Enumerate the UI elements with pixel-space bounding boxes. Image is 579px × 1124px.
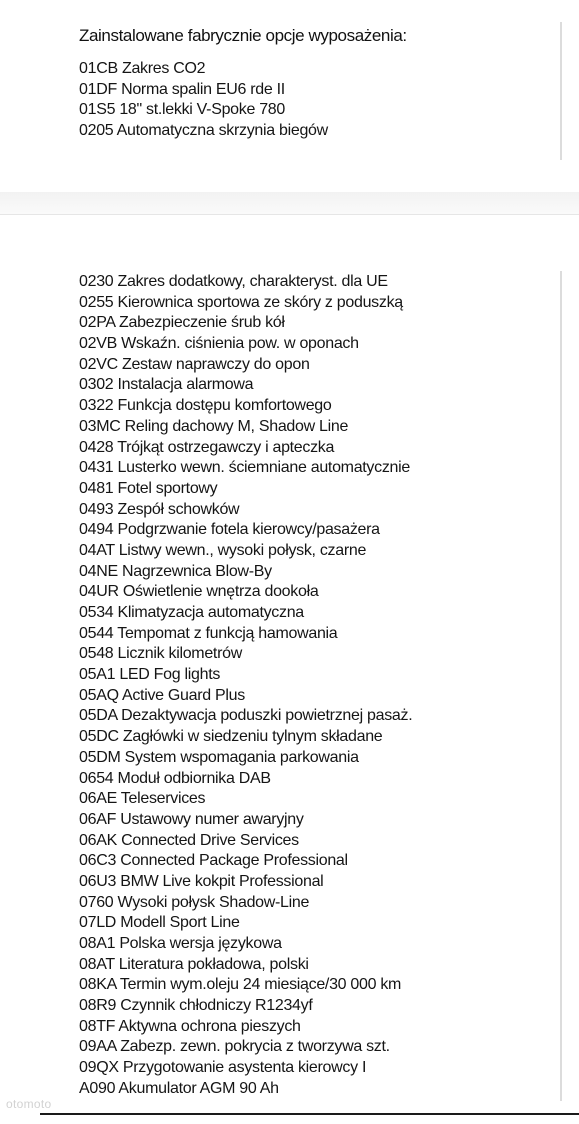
factory-options-card: [0, 0, 579, 192]
list-item: 01DF Norma spalin EU6 rde II: [79, 80, 285, 98]
list-item: 04AT Listwy wewn., wysoki połysk, czarne: [79, 541, 367, 559]
list-item: 08R9 Czynnik chłodniczy R1234yf: [79, 997, 313, 1015]
list-item: 0302 Instalacja alarmowa: [79, 376, 254, 394]
list-item: 05DA Dezaktywacja poduszki powietrznej pasaż.: [79, 707, 413, 725]
list-item: 0205 Automatyczna skrzynia biegów: [79, 122, 328, 140]
list-item: 0548 Licznik kilometrów: [79, 645, 242, 663]
scrollbar-track-bottom: [560, 271, 562, 1101]
list-item: 06U3 BMW Live kokpit Professional: [79, 872, 324, 890]
watermark-logo: otomoto: [6, 1097, 52, 1111]
list-item: 0760 Wysoki połysk Shadow-Line: [79, 893, 310, 911]
list-item: 02PA Zabezpieczenie śrub kół: [79, 314, 285, 332]
list-item: 05A1 LED Fog lights: [79, 666, 221, 684]
equipment-list: [79, 272, 412, 1100]
bottom-divider: [40, 1113, 579, 1115]
section-gap: [0, 192, 579, 214]
list-item: 04UR Oświetlenie wnętrza dookoła: [79, 583, 319, 601]
factory-options-heading: Zainstalowane fabrycznie opcje wyposażenia:: [79, 26, 407, 45]
list-item: 08TF Aktywna ochrona pieszych: [79, 1017, 301, 1035]
list-item: 09QX Przygotowanie asystenta kierowcy I: [79, 1059, 367, 1077]
list-item: 05DC Zagłówki w siedzeniu tylnym składane: [79, 728, 383, 746]
list-item: 0230 Zakres dodatkowy, charakteryst. dla UE: [79, 273, 388, 290]
list-item: 0544 Tempomat z funkcją hamowania: [79, 624, 338, 642]
list-item: 06AF Ustawowy numer awaryjny: [79, 810, 304, 828]
list-item: 04NE Nagrzewnica Blow-By: [79, 562, 272, 580]
list-item: 08A1 Polska wersja językowa: [79, 935, 282, 952]
list-item: 0255 Kierownica sportowa ze skóry z poduszką: [79, 293, 403, 311]
list-item: 0493 Zespół schowków: [79, 500, 240, 518]
list-item: 01S5 18" st.lekki V-Spoke 780: [79, 101, 286, 119]
list-item: 06C3 Connected Package Professional: [79, 852, 348, 870]
list-item: 03MC Reling dachowy M, Shadow Line: [79, 417, 349, 435]
list-item: 06AE Teleservices: [79, 790, 206, 808]
list-item: 08AT Literatura pokładowa, polski: [79, 955, 309, 973]
list-item: 0494 Podgrzwanie fotela kierowcy/pasażera: [79, 521, 380, 539]
scrollbar-track-top: [560, 22, 562, 160]
list-item: 02VB Wskaźn. ciśnienia pow. w oponach: [79, 335, 359, 353]
list-item: A090 Akumulator AGM 90 Ah: [79, 1079, 279, 1097]
list-item: 01CB Zakres CO2: [79, 60, 206, 77]
list-item: 0481 Fotel sportowy: [79, 479, 218, 497]
list-item: 02VC Zestaw naprawczy do opon: [79, 355, 310, 373]
list-item: 0322 Funkcja dostępu komfortowego: [79, 397, 332, 415]
list-item: 08KA Termin wym.oleju 24 miesiące/30 000 km: [79, 976, 402, 994]
factory-options-list: [79, 59, 328, 142]
list-item: 05AQ Active Guard Plus: [79, 686, 245, 704]
list-item: 05DM System wspomagania parkowania: [79, 748, 359, 766]
list-item: 06AK Connected Drive Services: [79, 831, 299, 849]
list-item: 0654 Moduł odbiornika DAB: [79, 769, 271, 787]
list-item: 07LD Modell Sport Line: [79, 914, 240, 932]
list-item: 0534 Klimatyzacja automatyczna: [79, 604, 304, 621]
list-item: 0431 Lusterko wewn. ściemniane automatycznie: [79, 459, 410, 477]
list-item: 09AA Zabezp. zewn. pokrycia z tworzywa szt.: [79, 1038, 390, 1056]
list-item: 0428 Trójkąt ostrzegawczy i apteczka: [79, 438, 335, 456]
